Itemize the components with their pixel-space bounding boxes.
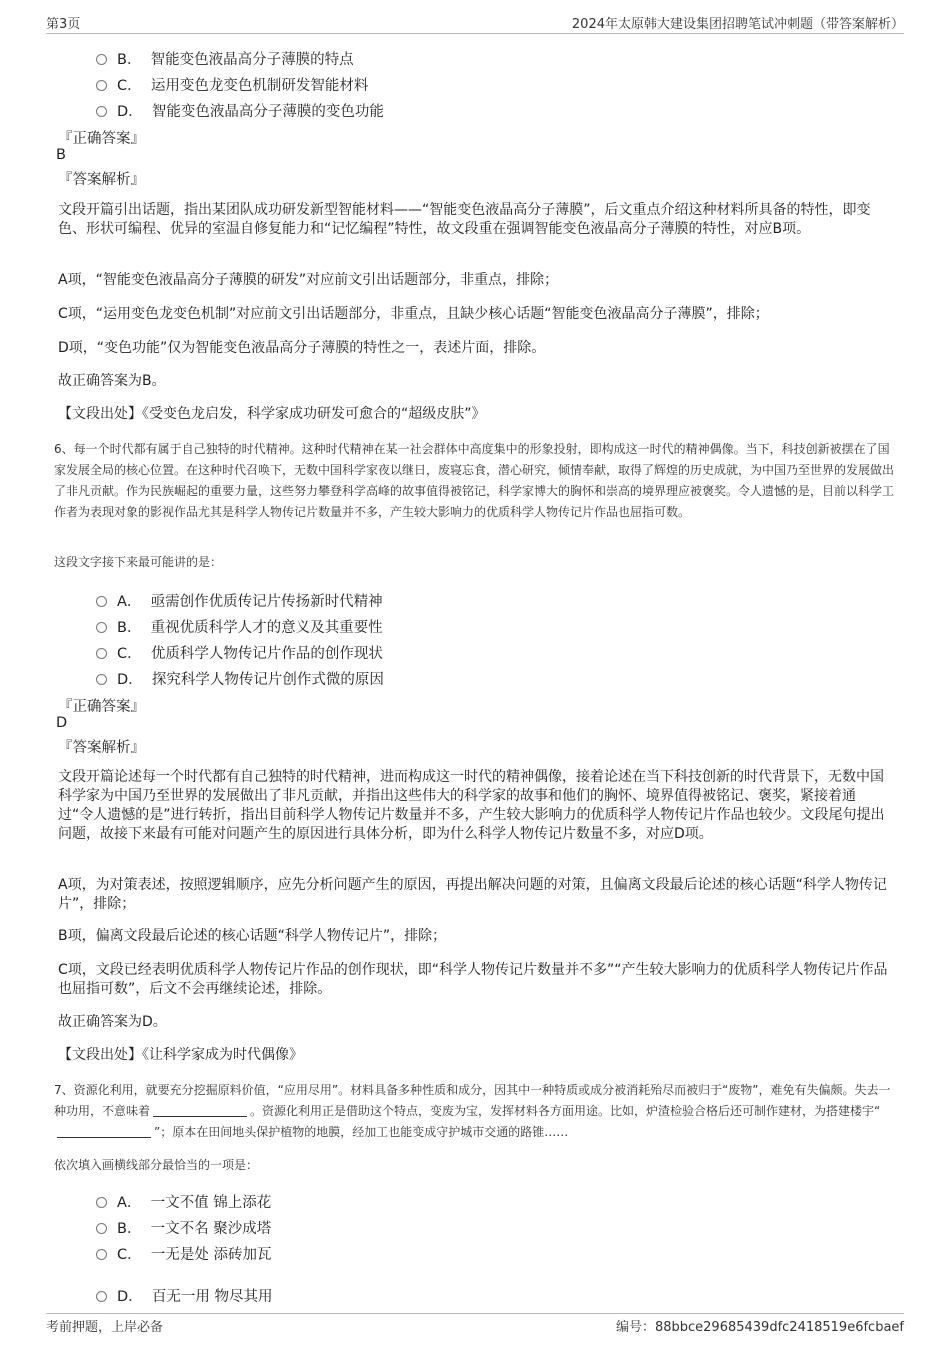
- q5-option-b[interactable]: B． 智能变色液晶高分子薄膜的特点: [96, 48, 354, 69]
- document-title: 2024年太原韩大建设集团招聘笔试冲刺题（带答案解析）: [571, 17, 904, 32]
- q6-option-d[interactable]: D． 探究科学人物传记片创作式微的原因: [96, 668, 384, 689]
- radio-icon[interactable]: [96, 674, 107, 685]
- q6-analysis-p2: A项，为对策表述，按照逻辑顺序，应先分析问题产生的原因，再提出解决问题的对策，且偏离文段最后论述的核心话题“科学人物传记片”，排除；: [58, 877, 887, 912]
- q6-analysis-p5: 故正确答案为D。: [58, 1014, 167, 1030]
- q7-option-d[interactable]: D． 百无一用 物尽其用: [96, 1285, 273, 1306]
- q6-prompt: 这段文字接下来最可能讲的是：: [54, 555, 223, 569]
- q5-answer: B: [56, 147, 66, 163]
- page-header: [46, 13, 904, 34]
- radio-icon[interactable]: [96, 1291, 107, 1302]
- radio-icon[interactable]: [96, 1197, 107, 1208]
- q7-option-c[interactable]: C． 一无是处 添砖加瓦: [96, 1243, 271, 1264]
- q6-option-b[interactable]: B． 重视优质科学人才的意义及其重要性: [96, 616, 383, 637]
- q5-analysis-label: 『答案解析』: [58, 172, 145, 188]
- q6-analysis-p4: C项，文段已经表明优质科学人物传记片作品的创作现状，即“科学人物传记片数量并不多”“产生较大影响力的优质科学人物传记片作品也屈指可数”，后文不会再继续论述，排除。: [58, 962, 888, 997]
- radio-icon[interactable]: [96, 106, 107, 117]
- q5-source: 【文段出处】《受变色龙启发，科学家成功研发可愈合的“超级皮肤”》: [58, 406, 486, 422]
- document-id: 编号：88bbce29685439dfc2418519e6fcbaef: [615, 1320, 904, 1335]
- q6-source: 【文段出处】《让科学家成为时代偶像》: [58, 1047, 303, 1063]
- footer-slogan: 考前押题，上岸必备: [46, 1320, 164, 1335]
- q7-option-b[interactable]: B． 一文不名 聚沙成塔: [96, 1217, 271, 1238]
- q6-option-c[interactable]: C． 优质科学人物传记片作品的创作现状: [96, 642, 383, 663]
- q5-analysis-p4: D项，“变色功能”仅为智能变色液晶高分子薄膜的特性之一，表述片面，排除。: [58, 340, 546, 356]
- q5-option-d[interactable]: D． 智能变色液晶高分子薄膜的变色功能: [96, 100, 384, 121]
- q6-analysis-p1: 文段开篇论述每一个时代都有自己独特的时代精神，进而构成这一时代的精神偶像，接着论述在当下科技创新的时代背景下，无数中国科学家为中国乃至世界的发展做出了非凡贡献，并指出这些伟大的科学家的故事和他们的胸怀、境界值得被铭记、褒奖，紧接着通过“令人遗憾的是”进行转折，指出目前科学人物传记片数量并不多，产生较大影响力的优质科学人物传记片作品也较少。文段尾句提出问题，故接下来最有可能对问题产生的原因进行具体分析，即为什么科学人物传记片数量不多，对应D项。: [58, 769, 885, 842]
- fill-blank-1[interactable]: [153, 1103, 247, 1117]
- q5-analysis-p1: 文段开篇引出话题，指出某团队成功研发新型智能材料——“智能变色液晶高分子薄膜”，后文重点介绍这种材料所具备的特性，即变色、形状可编程、优异的室温自修复能力和“记忆编程”特性，故文段重在强调智能变色液晶高分子薄膜的特性，对应B项。: [58, 202, 871, 237]
- radio-icon[interactable]: [96, 1249, 107, 1260]
- q5-analysis-p2: A项，“智能变色液晶高分子薄膜的研发”对应前文引出话题部分，非重点，排除；: [58, 272, 559, 288]
- page-number: 第3页: [46, 17, 81, 32]
- q5-answer-label: 『正确答案』: [58, 131, 145, 147]
- q6-stem: 6、每一个时代都有属于自己独特的时代精神。这种时代精神在某一社会群体中高度集中的形象投射，即构成这一时代的精神偶像。当下，科技创新被摆在了国家发展全局的核心位置。在这种时代召唤下，无数中国科学家夜以继日，废寝忘食，潜心研究，倾情奉献，取得了辉煌的历史成就，为中国乃至世界的发展做出了非凡贡献。作为民族崛起的重要力量，这些努力攀登科学高峰的故事值得被铭记，科学家博大的胸怀和崇高的境界理应被褒奖。令人遗憾的是，目前以科学工作者为表现对象的影视作品尤其是科学人物传记片数量并不多，产生较大影响力的优质科学人物传记片作品也屈指可数。: [54, 442, 895, 519]
- q6-option-a[interactable]: A． 亟需创作优质传记片传扬新时代精神: [96, 590, 383, 611]
- q6-analysis-p3: B项，偏离文段最后论述的核心话题“科学人物传记片”，排除；: [58, 928, 447, 944]
- q6-analysis-label: 『答案解析』: [58, 740, 145, 756]
- radio-icon[interactable]: [96, 622, 107, 633]
- q6-answer-label: 『正确答案』: [58, 699, 145, 715]
- q6-answer: D: [56, 715, 68, 731]
- q5-analysis-p5: 故正确答案为B。: [58, 373, 166, 389]
- fill-blank-2[interactable]: [57, 1124, 151, 1138]
- q5-analysis-p3: C项，“运用变色龙变色机制”对应前文引出话题部分，非重点，且缺少核心话题“智能变色液晶高分子薄膜”，排除；: [58, 306, 769, 322]
- page-footer: [46, 1313, 904, 1336]
- q7-stem: 7、资源化利用，就要充分挖掘原料价值，“应用尽用”。材料具备多种性质和成分，因其中一种特质或成分被消耗殆尽而被归于“废物”，难免有失偏颇。失去一种功用，不意味着 。资源化利用正是借助这个特点，变废为宝，发挥材料各方面用途。比如，炉渣检验合格后还可制作建材，为搭建楼宇“”；原本在田间地头保护植物的地膜，经加工也能变成守护城市交通的路锥……: [54, 1083, 891, 1139]
- radio-icon[interactable]: [96, 80, 107, 91]
- radio-icon[interactable]: [96, 1223, 107, 1234]
- radio-icon[interactable]: [96, 596, 107, 607]
- radio-icon[interactable]: [96, 648, 107, 659]
- q7-prompt: 依次填入画横线部分最恰当的一项是：: [54, 1158, 259, 1172]
- q7-option-a[interactable]: A． 一文不值 锦上添花: [96, 1191, 271, 1212]
- q5-option-c[interactable]: C． 运用变色龙变色机制研发智能材料: [96, 74, 368, 95]
- radio-icon[interactable]: [96, 54, 107, 65]
